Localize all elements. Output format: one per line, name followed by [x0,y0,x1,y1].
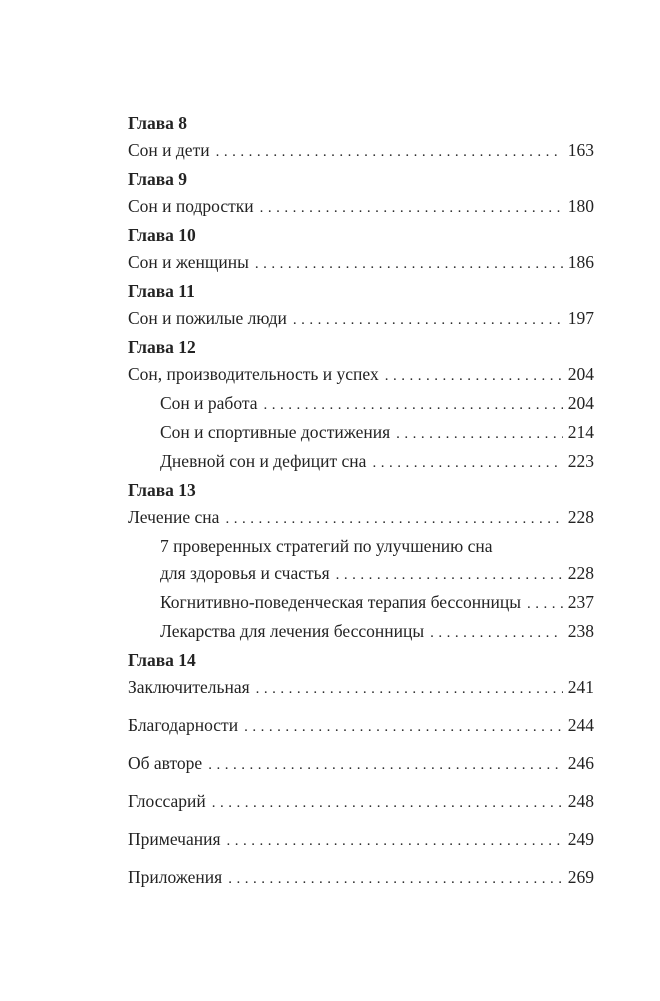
toc-entry [128,305,594,334]
dot-leader [430,618,563,647]
toc-entry [128,448,594,477]
toc-entry-page: 269 [567,867,594,887]
toc-entry-label: Сон и работа [160,393,258,413]
chapter-heading-label: Глава 8 [128,113,188,133]
toc-entry-page: 241 [567,677,594,697]
toc-chapter-heading [128,647,594,674]
toc-entry [128,193,594,222]
toc-entry-label: Сон и пожилые люди [128,308,287,328]
toc-entry [128,390,594,419]
table-of-contents [128,110,594,893]
dot-leader [372,448,563,477]
toc-entry-page: 163 [567,140,594,160]
toc-entry-label: Приложения [128,867,223,887]
dot-leader [263,390,563,419]
toc-entry-page: 214 [567,422,594,442]
toc-entry-line2 [128,560,594,589]
dot-leader [260,193,563,222]
toc-chapter-heading [128,334,594,361]
toc-entry-page: 238 [567,621,594,641]
toc-entry-page: 197 [567,308,594,328]
toc-entry [128,788,594,817]
dot-leader [216,137,563,166]
chapter-heading-label: Глава 13 [128,480,196,500]
toc-entry [128,589,594,618]
toc-entry-page: 186 [567,252,594,272]
toc-entry [128,864,594,893]
toc-entry-page: 180 [567,196,594,216]
toc-chapter-heading [128,222,594,249]
toc-entry-label: Сон и спортивные достижения [160,422,391,442]
chapter-heading-label: Глава 14 [128,650,196,670]
toc-entry-page: 223 [567,451,594,471]
dot-leader [212,788,563,817]
toc-entry [128,361,594,390]
toc-entry-page: 228 [567,507,594,527]
chapter-heading-label: Глава 12 [128,337,196,357]
toc-chapter-heading [128,166,594,193]
toc-entry-label: Сон и дети [128,140,210,160]
toc-entry-label: Благодарности [128,715,239,735]
dot-leader [208,750,563,779]
dot-leader [228,864,563,893]
toc-entry-page: 249 [567,829,594,849]
toc-entry-label: Примечания [128,829,221,849]
toc-entry-label: Сон, производительность и успех [128,364,379,384]
toc-entry [128,419,594,448]
toc-entry [128,712,594,741]
toc-entry-label: Сон и подростки [128,196,254,216]
toc-entry-page: 244 [567,715,594,735]
dot-leader [255,249,563,278]
toc-entry [128,674,594,703]
toc-entry-label: Заключительная [128,677,250,697]
toc-entry-label: 7 проверенных стратегий по улучшению сна [160,536,493,556]
toc-entry-page: 204 [567,393,594,413]
toc-entry [128,504,594,533]
toc-entry-page: 204 [567,364,594,384]
toc-chapter-heading [128,477,594,504]
toc-entry-label: Дневной сон и дефицит сна [160,451,367,471]
toc-entry-page: 228 [567,563,594,583]
dot-leader [293,305,563,334]
chapter-heading-label: Глава 11 [128,281,195,301]
toc-entry-page: 237 [567,592,594,612]
toc-entry [128,750,594,779]
toc-entry-label: Сон и женщины [128,252,249,272]
toc-entry [128,618,594,647]
chapter-heading-label: Глава 10 [128,225,196,245]
toc-entry [128,826,594,855]
toc-entry [128,249,594,278]
dot-leader [336,560,563,589]
toc-entry-label: Об авторе [128,753,203,773]
dot-leader [227,826,563,855]
dot-leader [527,589,563,618]
toc-chapter-heading [128,110,594,137]
toc-entry-label: Лекарства для лечения бессонницы [160,621,425,641]
chapter-heading-label: Глава 9 [128,169,188,189]
dot-leader [385,361,563,390]
toc-entry-label: Лечение сна [128,507,220,527]
toc-entry-page: 246 [567,753,594,773]
toc-entry [128,137,594,166]
toc-entry-label-continued: для здоровья и счастья [160,563,330,583]
dot-leader [225,504,563,533]
toc-entry-label: Когнитивно-поведенческая терапия бессонницы [160,592,521,612]
toc-entry-line1 [128,533,594,560]
toc-entry-page: 248 [567,791,594,811]
dot-leader [396,419,563,448]
dot-leader [256,674,563,703]
toc-entry-label: Глоссарий [128,791,206,811]
dot-leader [244,712,563,741]
toc-chapter-heading [128,278,594,305]
